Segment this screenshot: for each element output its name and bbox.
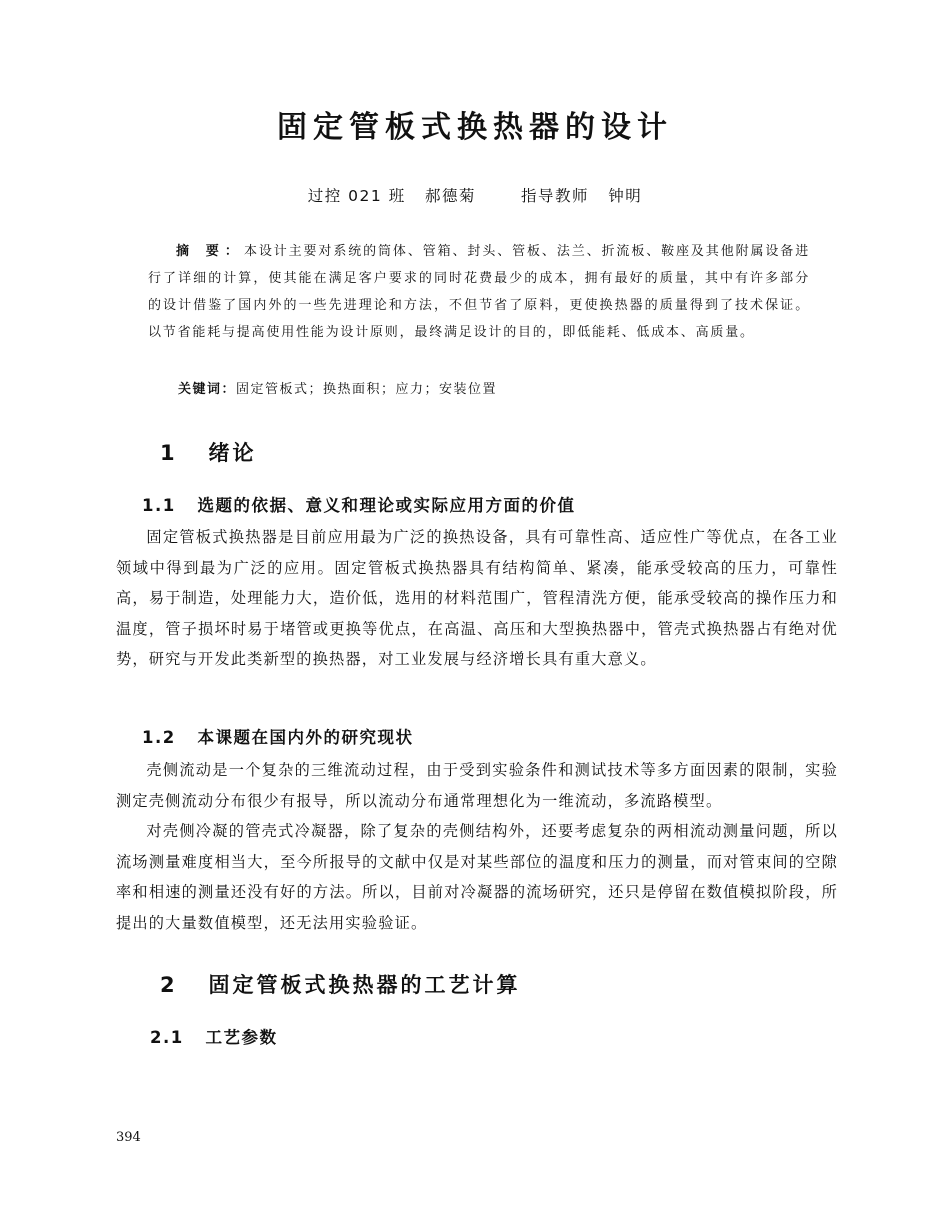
section-heading-1: 1 绪论 [160,441,257,465]
section-heading-1-1: 1.1 选题的依据、意义和理论或实际应用方面的价值 [142,496,576,515]
author-line: 过控 021 班 郝德菊 指导教师 钟明 [307,187,643,205]
abstract-text: 本设计主要对系统的筒体、管箱、封头、管板、法兰、折流板、鞍座及其他附属设备进行了详细的计算，使其能在满足客户要求的同时花费最少的成本，拥有最好的质量，其中有许多部分的设计借鉴了国内外的一些先进理论和方法，不但节省了原料，更使换热器的质量得到了技术保证。以节省能耗与提高使用性能为设计原则，最终满足设计的目的，即低能耗、低成本、高质量。 [148,244,811,340]
page-number: 394 [116,1130,141,1145]
keywords-label: 关键词： [178,382,237,397]
abstract-label: 摘 要： [176,244,244,259]
paper-title: 固定管板式换热器的设计 [277,110,673,145]
paragraph: 对壳侧冷凝的管壳式冷凝器，除了复杂的壳侧结构外，还要考虑复杂的两相流动测量问题，所以流场测量难度相当大，至今所报导的文献中仅是对某些部位的温度和压力的测量，而对管束间的空隙率和相速的测量还没有好的方法。所以，目前对冷凝器的流场研究，还只是停留在数值模拟阶段，所提出的大量数值模型，还无法用实验验证。 [116,822,838,932]
section-1-2-body [116,755,838,938]
keywords [178,378,497,397]
paragraph: 壳侧流动是一个复杂的三维流动过程，由于受到实验条件和测试技术等多方面因素的限制，实验测定壳侧流动分布很少有报导，所以流动分布通常理想化为一维流动，多流路模型。 [116,761,838,810]
abstract [148,238,810,346]
section-heading-2-1: 2.1 工艺参数 [150,1028,278,1047]
section-1-1-body [116,522,838,675]
keywords-text: 固定管板式；换热面积；应力；安装位置 [236,382,498,397]
section-heading-1-2: 1.2 本课题在国内外的研究现状 [142,728,414,747]
section-heading-2: 2 固定管板式换热器的工艺计算 [160,973,521,997]
paragraph: 固定管板式换热器是目前应用最为广泛的换热设备，具有可靠性高、适应性广等优点，在各工业领域中得到最为广泛的应用。固定管板式换热器具有结构简单、紧凑，能承受较高的压力，可靠性高，易于制造，处理能力大，造价低，选用的材料范围广，管程清洗方便，能承受较高的操作压力和温度，管子损坏时易于堵管或更换等优点，在高温、高压和大型换热器中，管壳式换热器占有绝对优势，研究与开发此类新型的换热器，对工业发展与经济增长具有重大意义。 [116,528,838,668]
